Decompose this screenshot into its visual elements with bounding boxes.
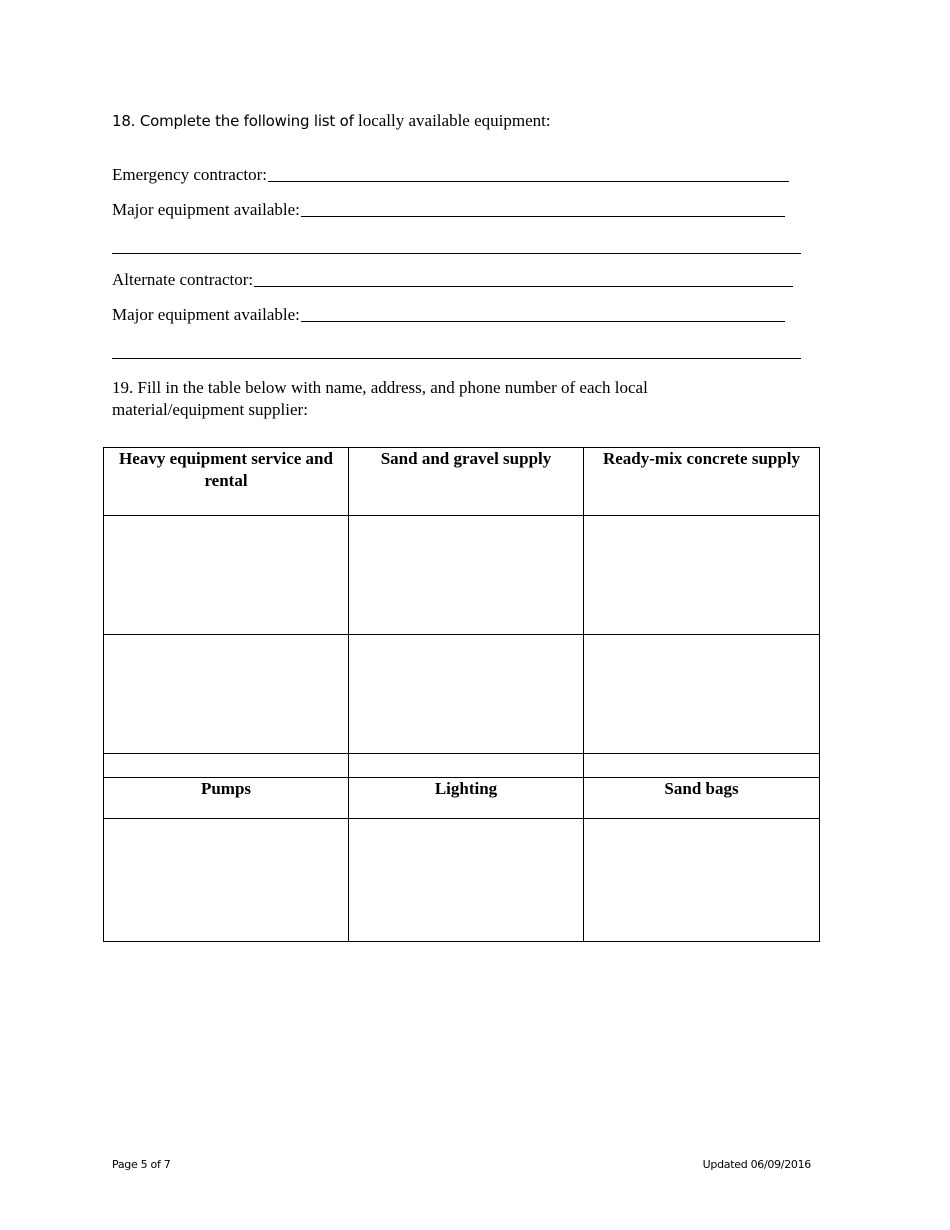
sand-gravel-cell-2[interactable] — [349, 635, 584, 754]
question-18-heading — [112, 111, 551, 131]
sand-gravel-cell-1[interactable] — [349, 516, 584, 635]
emergency-contractor-input-line[interactable] — [268, 180, 789, 182]
header-pumps: Pumps — [104, 778, 349, 819]
question-19-text: 19. Fill in the table below with name, address, and phone number of each local material/equipment supplier: — [112, 378, 648, 419]
question-18-heading-part2: locally available equipment: — [353, 111, 551, 130]
table-row — [104, 819, 820, 942]
lighting-cell[interactable] — [349, 819, 584, 942]
supplier-table — [103, 447, 820, 942]
ready-mix-cell-1[interactable] — [584, 516, 820, 635]
table-row — [104, 635, 820, 754]
pumps-cell[interactable] — [104, 819, 349, 942]
sand-gravel-cell-3[interactable] — [349, 754, 584, 778]
major-equipment-field-2[interactable] — [112, 305, 785, 325]
updated-date: Updated 06/09/2016 — [702, 1158, 811, 1171]
emergency-contractor-label: Emergency contractor: — [112, 165, 267, 184]
heavy-equipment-cell-3[interactable] — [104, 754, 349, 778]
table-header-row-bottom — [104, 778, 820, 819]
table-row — [104, 754, 820, 778]
major-equipment-continuation-line-1[interactable] — [112, 253, 801, 254]
emergency-contractor-field[interactable] — [112, 165, 789, 185]
major-equipment-input-line-1[interactable] — [301, 215, 785, 217]
ready-mix-cell-2[interactable] — [584, 635, 820, 754]
major-equipment-label-2: Major equipment available: — [112, 305, 300, 324]
header-sand-bags: Sand bags — [584, 778, 820, 819]
table-row — [104, 516, 820, 635]
alternate-contractor-label: Alternate contractor: — [112, 270, 254, 289]
header-lighting: Lighting — [349, 778, 584, 819]
sand-bags-cell[interactable] — [584, 819, 820, 942]
header-sand-gravel: Sand and gravel supply — [349, 448, 584, 516]
major-equipment-label-1: Major equipment available: — [112, 200, 300, 219]
heavy-equipment-cell-1[interactable] — [104, 516, 349, 635]
table-header-row-top — [104, 448, 820, 516]
alternate-contractor-field[interactable] — [112, 270, 793, 290]
major-equipment-input-line-2[interactable] — [301, 320, 785, 322]
major-equipment-continuation-line-2[interactable] — [112, 358, 801, 359]
ready-mix-cell-3[interactable] — [584, 754, 820, 778]
header-ready-mix: Ready-mix concrete supply — [584, 448, 820, 516]
alternate-contractor-input-line[interactable] — [254, 285, 793, 287]
major-equipment-field-1[interactable] — [112, 200, 785, 220]
page-number: Page 5 of 7 — [112, 1158, 171, 1171]
question-18-heading-part1: 18. Complete the following list of — [112, 112, 354, 130]
heavy-equipment-cell-2[interactable] — [104, 635, 349, 754]
header-heavy-equipment: Heavy equipment service and rental — [104, 448, 349, 516]
